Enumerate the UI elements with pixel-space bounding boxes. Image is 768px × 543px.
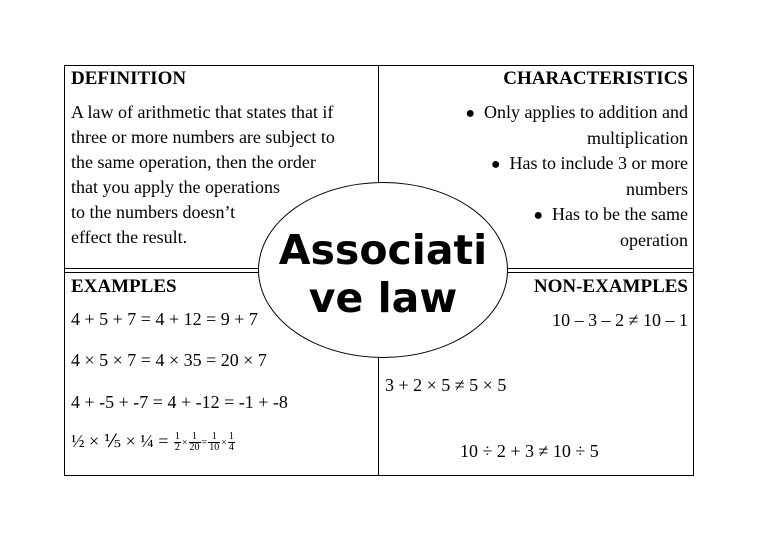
fraction: $\frac{1}{2}$	[174, 431, 180, 454]
definition-line: A law of arithmetic that states that if	[71, 102, 334, 122]
fraction: $\frac{1}{10}$	[209, 431, 220, 454]
example-item: 4 + -5 + -7 = 4 + -12 = -1 + -8	[71, 392, 288, 412]
characteristic-item-continued: numbers	[626, 179, 688, 199]
definition-line: the same operation, then the order	[71, 152, 316, 172]
example-item: 4 + 5 + 7 = 4 + 12 = 9 + 7	[71, 309, 258, 329]
characteristic-item: ● Has to include 3 or more	[384, 151, 688, 177]
center-term-line: Associati	[278, 226, 488, 274]
non-example-item: 3 + 2 × 5 ≠ 5 × 5	[385, 375, 507, 395]
definition-heading: DEFINITION	[71, 68, 187, 89]
fraction: $\frac{1}{20}$	[189, 431, 200, 454]
fraction: $\frac{1}{4}$	[228, 431, 234, 454]
definition-line: three or more numbers are subject to	[71, 127, 335, 147]
characteristic-item: ● Has to be the same	[384, 202, 688, 228]
bullet-icon: ●	[465, 105, 476, 122]
characteristic-item-continued: operation	[620, 230, 688, 250]
characteristic-item: ● Only applies to addition and	[384, 100, 688, 126]
bullet-icon: ●	[490, 156, 501, 173]
example-item: 4 × 5 × 7 = 4 × 35 = 20 × 7	[71, 350, 267, 370]
examples-heading: EXAMPLES	[71, 276, 177, 297]
bullet-icon: ●	[533, 207, 544, 224]
center-term-line: ve law	[308, 274, 458, 322]
definition-line: that you apply the operations	[71, 177, 280, 197]
non-examples-heading: NON-EXAMPLES	[533, 276, 688, 297]
definition-line: effect the result.	[71, 227, 188, 247]
center-term	[258, 226, 508, 322]
characteristics-heading: CHARACTERISTICS	[503, 68, 688, 89]
non-example-item: 10 ÷ 2 + 3 ≠ 10 ÷ 5	[460, 441, 599, 461]
non-example-item: 10 – 3 – 2 ≠ 10 – 1	[552, 310, 688, 330]
characteristic-item-continued: multiplication	[587, 128, 688, 148]
fraction-example: ½ × ⅕ × ¼ = $\frac{1}{2}$ × $\frac{1}{20}$ = $\frac{1}{10}$ × $\frac{1}{4}$	[71, 431, 234, 454]
definition-line: to the numbers doesn’t	[71, 202, 236, 222]
